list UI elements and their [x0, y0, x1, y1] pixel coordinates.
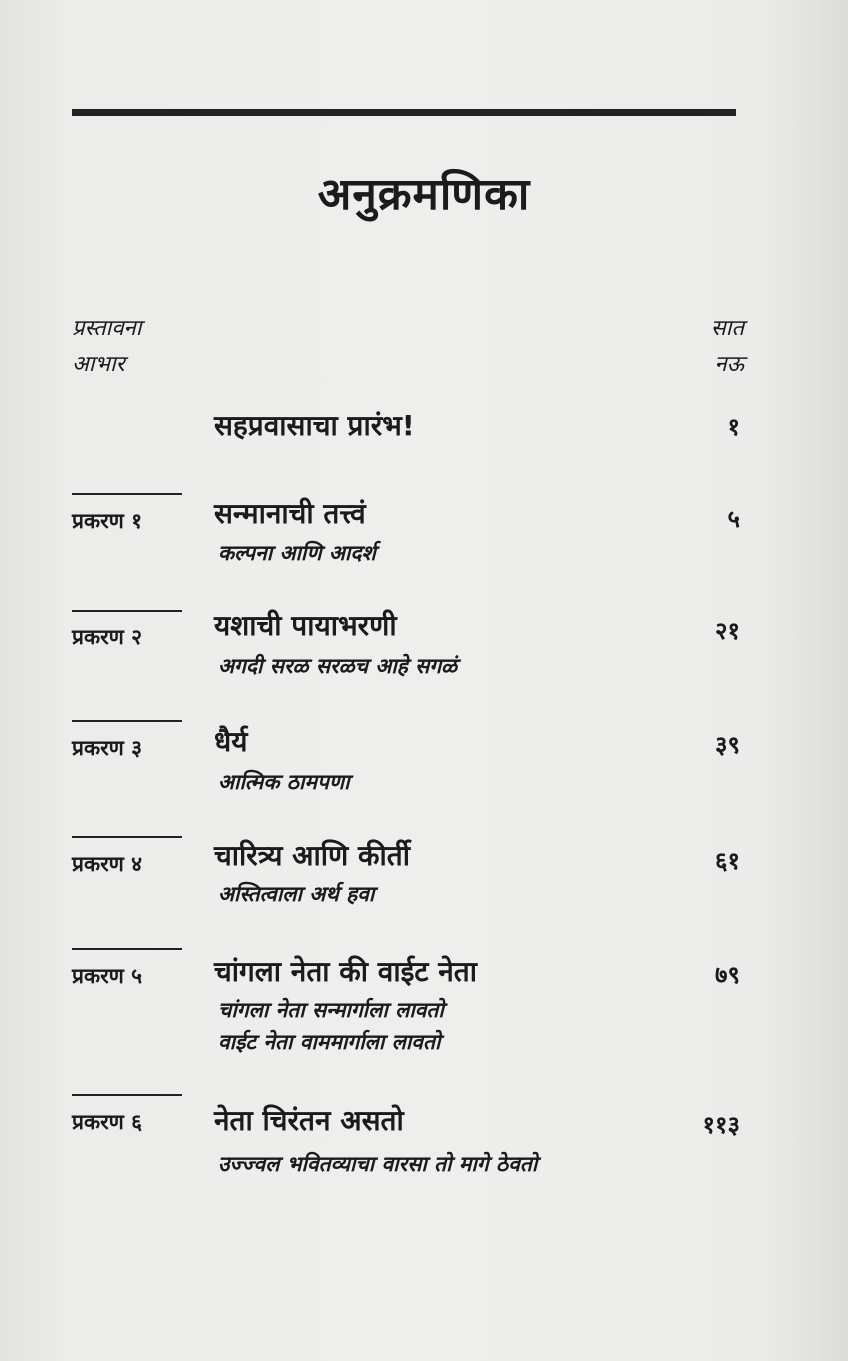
- chapter-page: ६१: [715, 847, 740, 875]
- chapter-rule: [72, 610, 182, 612]
- chapter-rule: [72, 836, 182, 838]
- chapter-rule: [72, 720, 182, 722]
- chapter-subtitle: कल्पना आणि आदर्श: [218, 541, 376, 565]
- chapter-subtitle: वाईट नेता वाममार्गाला लावतो: [218, 1030, 441, 1054]
- front-matter-label: आभार: [72, 352, 125, 377]
- chapter-title: यशाची पायाभरणी: [214, 609, 397, 642]
- front-matter-label: प्रस्तावना: [72, 316, 142, 341]
- chapter-page: २१: [715, 617, 740, 645]
- chapter-rule: [72, 1094, 182, 1096]
- chapter-subtitle: अस्तित्वाला अर्थ हवा: [218, 882, 375, 906]
- chapter-title: चांगला नेता की वाईट नेता: [214, 955, 477, 988]
- chapter-page: ७९: [715, 961, 740, 989]
- intro-title: सहप्रवासाचा प्रारंभ!: [214, 409, 415, 442]
- chapter-title: नेता चिरंतन असतो: [214, 1104, 404, 1137]
- intro-page: १: [727, 413, 740, 441]
- chapter-label: प्रकरण ३: [72, 736, 143, 760]
- front-matter-page: सात: [710, 316, 744, 341]
- front-matter-page: नऊ: [714, 352, 744, 377]
- chapter-rule: [72, 493, 182, 495]
- chapter-title: धैर्य: [214, 725, 248, 758]
- chapter-label: प्रकरण २: [72, 625, 143, 649]
- page-title: अनुक्रमणिका: [317, 169, 531, 220]
- chapter-label: प्रकरण ६: [72, 1110, 143, 1134]
- chapter-subtitle: उज्ज्वल भवितव्याचा वारसा तो मागे ठेवतो: [218, 1152, 538, 1176]
- chapter-page: ३९: [715, 731, 740, 759]
- chapter-label: प्रकरण ५: [72, 964, 143, 988]
- chapter-rule: [72, 948, 182, 950]
- chapter-title: चारित्र्य आणि कीर्ती: [214, 839, 411, 872]
- chapter-subtitle: चांगला नेता सन्मार्गाला लावतो: [218, 998, 444, 1022]
- chapter-label: प्रकरण १: [72, 509, 143, 533]
- chapter-page: ५: [727, 505, 740, 533]
- chapter-subtitle: अगदी सरळ सरळच आहे सगळं: [218, 654, 458, 678]
- chapter-title: सन्मानाची तत्त्वं: [214, 497, 366, 530]
- top-rule: [72, 109, 736, 116]
- chapter-label: प्रकरण ४: [72, 852, 143, 876]
- chapter-page: ११३: [702, 1111, 740, 1139]
- chapter-subtitle: आत्मिक ठामपणा: [218, 770, 350, 794]
